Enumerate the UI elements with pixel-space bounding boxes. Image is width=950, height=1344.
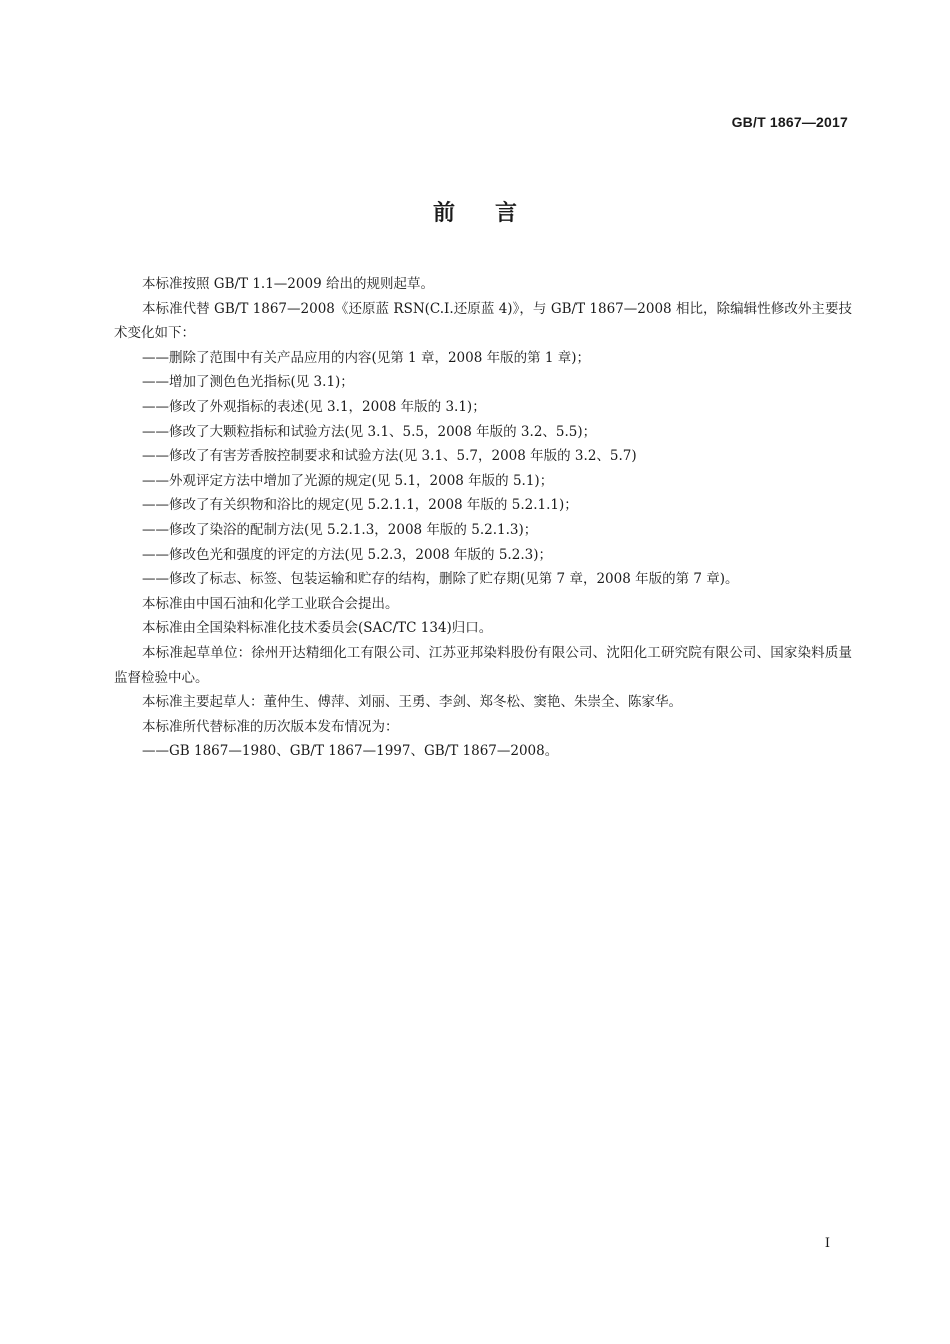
paragraph: 本标准所代替标准的历次版本发布情况为： [142,718,399,735]
list-item: ——修改了外观指标的表述(见 3.1，2008 年版的 3.1)； [142,398,486,415]
list-item: ——修改了有害芳香胺控制要求和试验方法(见 3.1、5.7，2008 年版的 3.2、5.7) [142,448,637,465]
page-number: I [824,1236,830,1251]
page-title: 前言 [432,201,557,226]
list-item: ——修改了染浴的配制方法(见 5.2.1.3，2008 年版的 5.2.1.3)； [142,521,538,538]
list-item: ——删除了范围中有关产品应用的内容(见第 1 章，2008 年版的第 1 章)； [142,349,591,366]
paragraph: 本标准主要起草人：董仲生、傅萍、刘丽、王勇、李剑、郑冬松、窦艳、朱崇全、陈家华。 [142,694,682,711]
paragraph: 本标准按照 GB/T 1.1—2009 给出的规则起草。 [142,276,434,292]
standard-number: GB/T 1867—2017 [731,114,848,130]
list-item: ——GB 1867—1980、GB/T 1867—1997、GB/T 1867—2008。 [142,743,559,760]
list-item: ——修改了有关织物和浴比的规定(见 5.2.1.1，2008 年版的 5.2.1.1)； [142,497,578,514]
list-item: ——修改了标志、标签、包装运输和贮存的结构，删除了贮存期(见第 7 章，2008 年版的第 7 章)。 [142,571,739,588]
list-item: ——增加了测色色光指标(见 3.1)； [142,374,354,391]
paragraph: 本标准由全国染料标准化技术委员会(SAC/TC 134)归口。 [142,620,493,637]
paragraph: 本标准起草单位：徐州开达精细化工有限公司、江苏亚邦染料股份有限公司、沈阳化工研究院有限公司、国家染料质量监督检验中心。 [114,644,852,686]
paragraph: 本标准代替 GB/T 1867—2008《还原蓝 RSN(C.I.还原蓝 4)》，与 GB/T 1867—2008 相比，除编辑性修改外主要技术变化如下： [114,300,852,342]
list-item: ——修改了大颗粒指标和试验方法(见 3.1、5.5，2008 年版的 3.2、5.5)； [142,423,597,440]
foreword-body [114,272,852,764]
paragraph: 本标准由中国石油和化学工业联合会提出。 [142,595,399,612]
list-item: ——修改色光和强度的评定的方法(见 5.2.3，2008 年版的 5.2.3)； [142,546,552,563]
list-item: ——外观评定方法中增加了光源的规定(见 5.1，2008 年版的 5.1)； [142,472,554,489]
